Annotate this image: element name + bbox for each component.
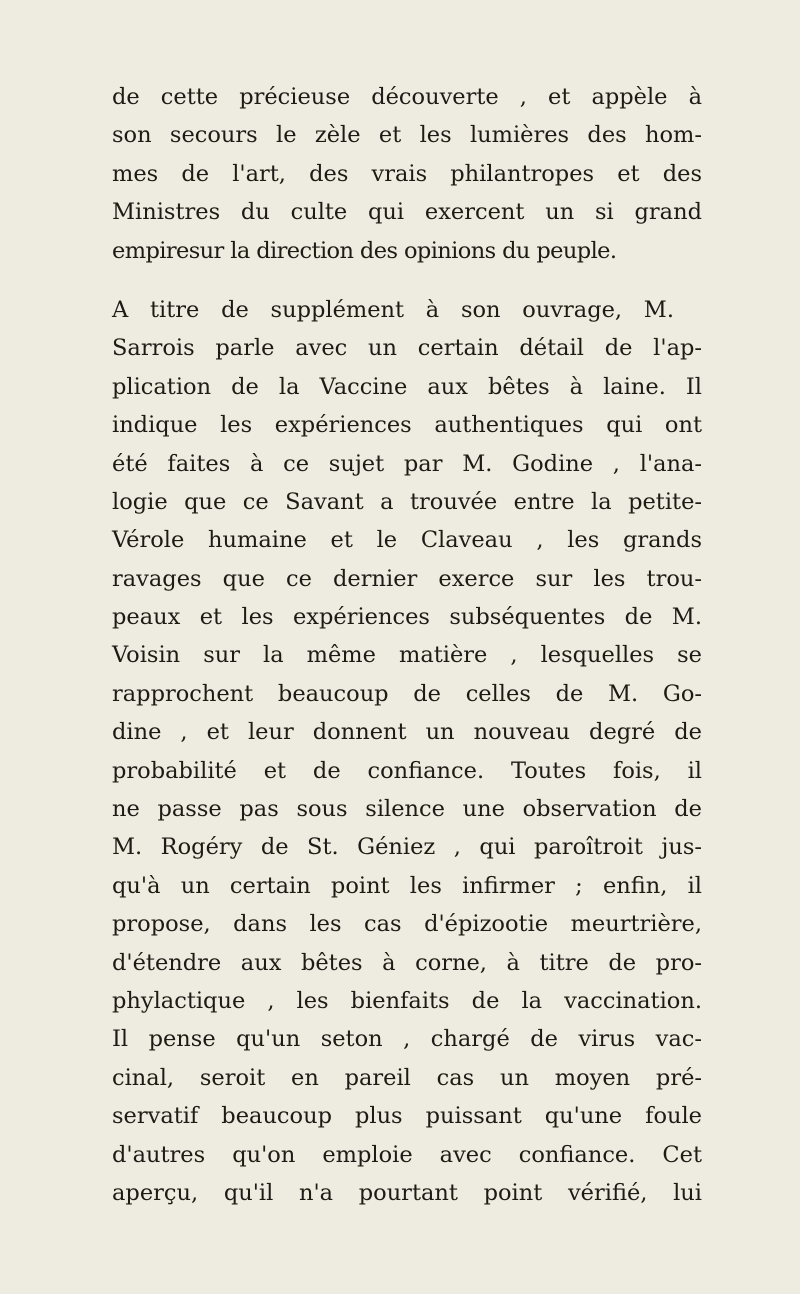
text-line: M. Rogéry de St. Géniez , qui paroîtroit jus- <box>112 834 702 861</box>
text-line: ne passe pas sous silence une observation de <box>112 796 702 823</box>
text-line: été faites à ce sujet par M. Godine , l'ana- <box>112 450 702 477</box>
body-text <box>112 78 702 1212</box>
text-line: peaux et les expériences subséquentes de M. <box>112 604 702 631</box>
text-line: indique les expériences authentiques qui ont <box>112 412 702 439</box>
text-line: ravages que ce dernier exerce sur les trou- <box>112 565 702 592</box>
text-line: empiresur la direction des opinions du peuple. <box>112 237 617 264</box>
text-line: Voisin sur la même matière , lesquelles se <box>112 642 702 669</box>
paragraph-2 <box>112 291 702 1212</box>
text-line: son secours le zèle et les lumières des hom- <box>112 122 702 149</box>
text-line: d'étendre aux bêtes à corne, à titre de pro- <box>112 949 702 976</box>
text-line: de cette précieuse découverte , et appèle à <box>112 84 702 110</box>
text-line: d'autres qu'on emploie avec confiance. Cet <box>112 1141 702 1168</box>
text-line: Vérole humaine et le Claveau , les grands <box>112 527 702 554</box>
text-line: qu'à un certain point les infirmer ; enfin, il <box>112 872 702 899</box>
text-line: rapprochent beaucoup de celles de M. Go- <box>112 680 702 707</box>
text-line: aperçu, qu'il n'a pourtant point vérifié, lui <box>112 1179 702 1206</box>
text-line: probabilité et de confiance. Toutes fois, il <box>112 757 702 784</box>
text-line: cinal, seroit en pareil cas un moyen pré- <box>112 1064 702 1091</box>
text-line: mes de l'art, des vrais philantropes et des <box>112 160 702 187</box>
text-line: servatif beaucoup plus puissant qu'une foule <box>112 1103 702 1130</box>
text-line: logie que ce Savant a trouvée entre la petite- <box>112 488 702 515</box>
paragraph-1 <box>112 78 702 270</box>
text-line: plication de la Vaccine aux bêtes à laine. Il <box>112 373 702 400</box>
text-line: A titre de supplément à son ouvrage, M. <box>112 296 674 323</box>
text-line: Sarrois parle avec un certain détail de l'ap- <box>112 335 702 362</box>
text-line: phylactique , les bienfaits de la vaccination. <box>112 987 702 1014</box>
text-line: propose, dans les cas d'épizootie meurtrière, <box>112 911 702 938</box>
paragraph-gap <box>112 270 702 291</box>
text-line: dine , et leur donnent un nouveau degré de <box>112 719 702 746</box>
text-line: Ministres du culte qui exercent un si grand <box>112 199 702 226</box>
text-line: Il pense qu'un seton , chargé de virus vac- <box>112 1026 702 1053</box>
